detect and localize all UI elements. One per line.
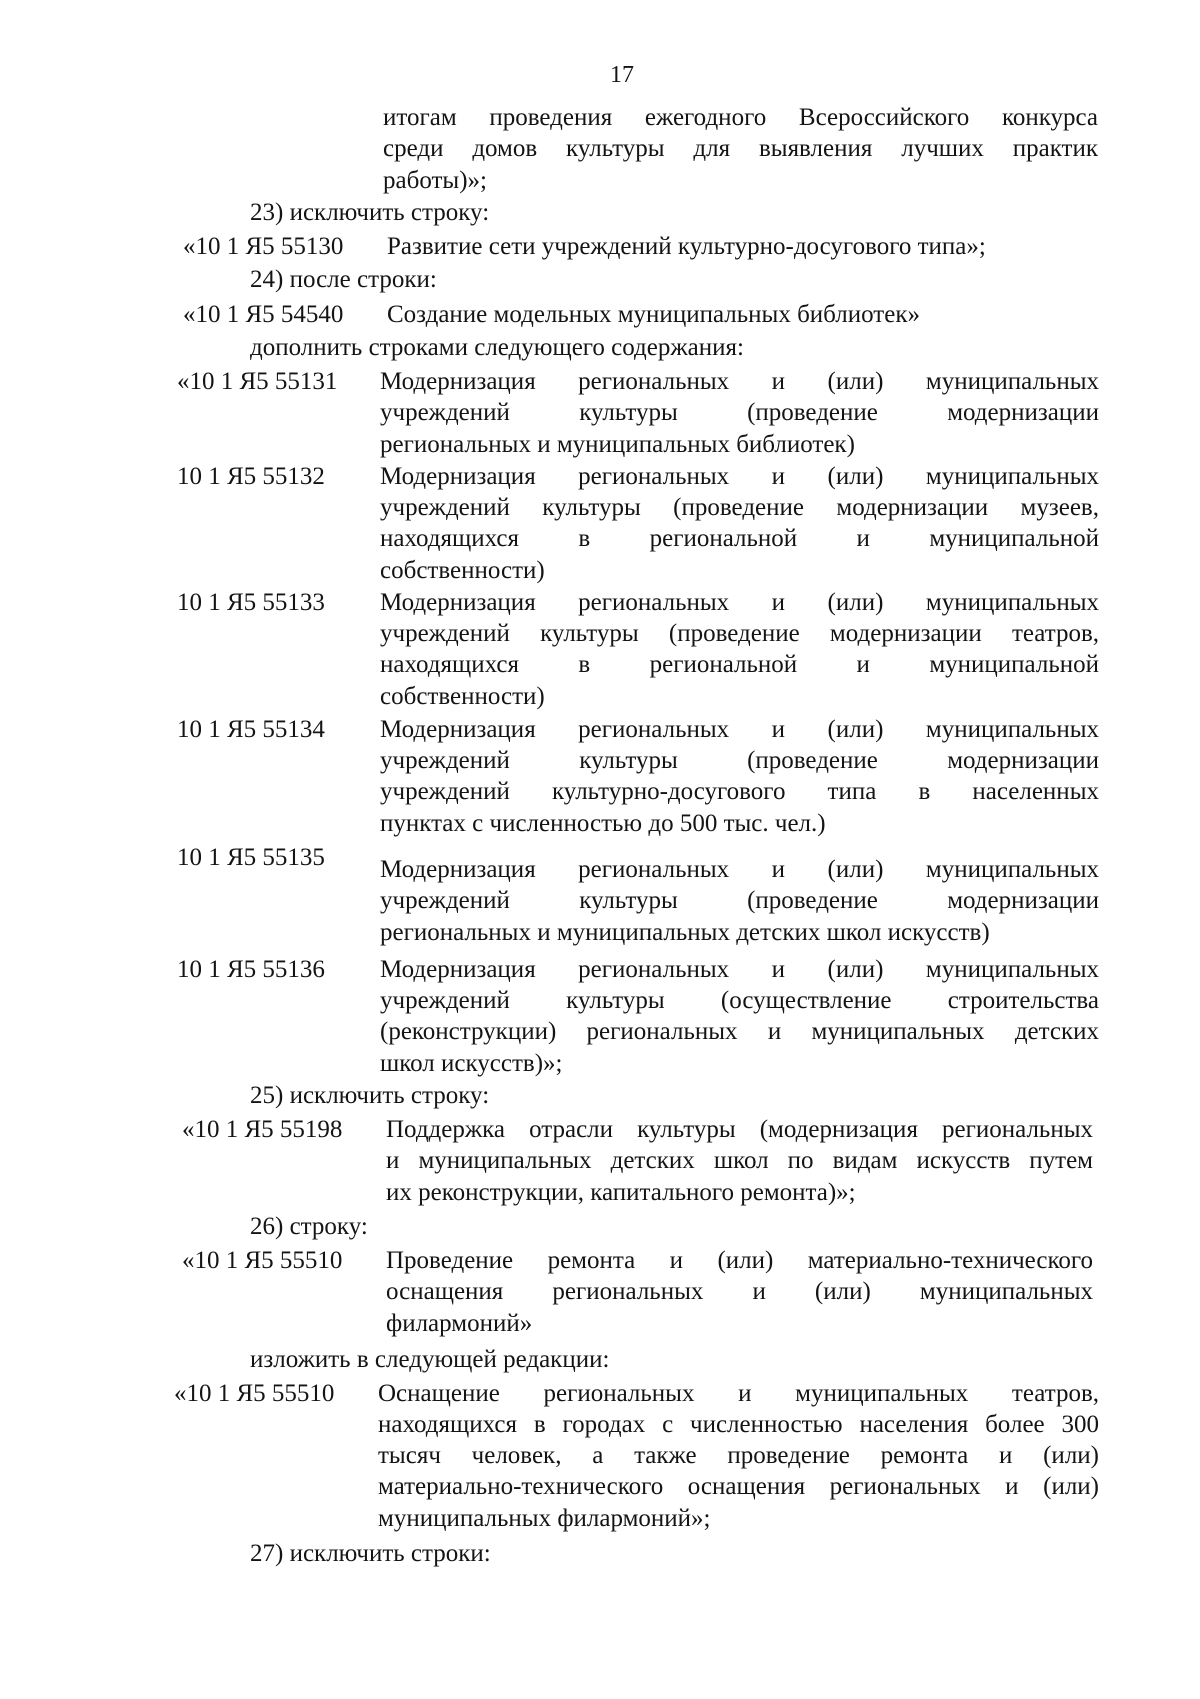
row-text: и муниципальных детских школ по видам искусств путем — [386, 1147, 1093, 1174]
row-code: «10 1 Я5 54540 — [183, 301, 344, 328]
row-code: «10 1 Я5 55130 — [183, 233, 344, 260]
row-text: Модернизация региональных и (или) муниципальных — [380, 856, 1099, 883]
row-code: 10 1 Я5 55135 — [177, 844, 325, 871]
page-number: 17 — [610, 62, 634, 88]
row-text: Модернизация региональных и (или) муниципальных — [380, 368, 1099, 395]
row-text: региональных и муниципальных библиотек) — [380, 431, 855, 458]
row-text: учреждений культуры (проведение модернизации музеев, — [380, 494, 1099, 521]
row-code: 10 1 Я5 55136 — [177, 956, 325, 983]
row-text: находящихся в городах с численностью населения более 300 — [378, 1411, 1099, 1438]
row-code: 10 1 Я5 55134 — [177, 716, 325, 743]
row-text: Модернизация региональных и (или) муниципальных — [380, 589, 1099, 616]
row-text: учреждений культуры (проведение модернизации — [380, 887, 1099, 914]
row-text: Модернизация региональных и (или) муниципальных — [380, 956, 1099, 983]
row-text: находящихся в региональной и муниципальной — [380, 651, 1099, 678]
row-code: «10 1 Я5 55198 — [182, 1116, 343, 1143]
row-text: собственности) — [380, 683, 545, 710]
row-text: учреждений культуры (проведение модернизации — [380, 747, 1099, 774]
text-line: среди домов культуры для выявления лучших практик — [383, 135, 1098, 162]
row-text: Оснащение региональных и муниципальных театров, — [378, 1380, 1099, 1407]
row-code: «10 1 Я5 55510 — [174, 1380, 335, 1407]
row-code: «10 1 Я5 55510 — [182, 1247, 343, 1274]
row-text: Развитие сети учреждений культурно-досугового типа»; — [387, 233, 986, 260]
row-code: «10 1 Я5 55131 — [177, 368, 338, 395]
list-item-heading: 27) исключить строки: — [250, 1540, 491, 1567]
row-text: материально-технического оснащения региональных и (или) — [378, 1473, 1099, 1500]
list-item-heading: 26) строку: — [250, 1213, 368, 1240]
list-item-heading: 23) исключить строку: — [250, 199, 490, 226]
list-item-heading: 25) исключить строку: — [250, 1082, 490, 1109]
row-text: (реконструкции) региональных и муниципальных детских — [380, 1018, 1099, 1045]
row-code: 10 1 Я5 55132 — [177, 463, 325, 490]
row-text: Поддержка отрасли культуры (модернизация региональных — [386, 1116, 1093, 1143]
row-text: региональных и муниципальных детских школ искусств) — [380, 919, 990, 946]
row-text: учреждений культурно-досугового типа в населенных — [380, 778, 1099, 805]
row-text: оснащения региональных и (или) муниципальных — [386, 1278, 1093, 1305]
row-text: пунктах с численностью до 500 тыс. чел.) — [380, 810, 826, 837]
row-text: находящихся в региональной и муниципальной — [380, 525, 1099, 552]
row-text: учреждений культуры (проведение модернизации — [380, 399, 1099, 426]
text-line: итогам проведения ежегодного Всероссийского конкурса — [383, 104, 1098, 131]
row-code: 10 1 Я5 55133 — [177, 589, 325, 616]
row-text: их реконструкции, капитального ремонта)»; — [386, 1179, 856, 1206]
text-line: изложить в следующей редакции: — [250, 1346, 610, 1373]
row-text: тысяч человек, а также проведение ремонта и (или) — [378, 1442, 1099, 1469]
text-line: работы)»; — [383, 167, 487, 194]
row-text: Модернизация региональных и (или) муниципальных — [380, 716, 1099, 743]
row-text: Проведение ремонта и (или) материально-технического — [386, 1247, 1093, 1274]
list-item-heading: 24) после строки: — [250, 266, 437, 293]
row-text: школ искусств)»; — [380, 1050, 563, 1077]
row-text: собственности) — [380, 557, 545, 584]
row-text: учреждений культуры (осуществление строительства — [380, 987, 1099, 1014]
row-text: муниципальных филармоний»; — [378, 1505, 711, 1532]
text-line: дополнить строками следующего содержания: — [250, 334, 744, 361]
row-text: Создание модельных муниципальных библиотек» — [387, 301, 920, 328]
row-text: учреждений культуры (проведение модернизации театров, — [380, 620, 1099, 647]
row-text: филармоний» — [386, 1310, 533, 1337]
row-text: Модернизация региональных и (или) муниципальных — [380, 463, 1099, 490]
